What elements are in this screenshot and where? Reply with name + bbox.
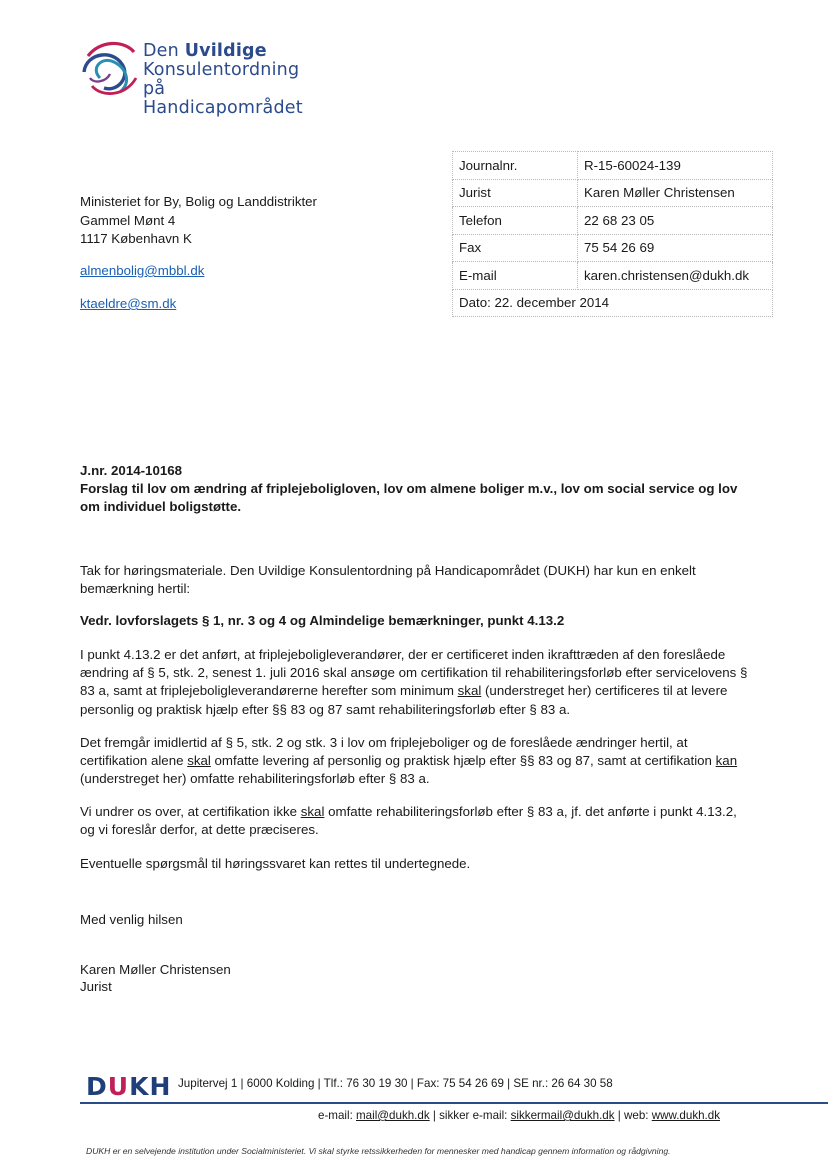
info-row-email — [453, 262, 773, 290]
info-row-phone — [453, 207, 773, 235]
footer-web-link[interactable]: www.dukh.dk — [651, 1109, 721, 1122]
p3-text-c: (understreget her) omfatte rehabiliteringsforløb efter § 83 a. — [80, 771, 430, 787]
logo-wordmark — [143, 42, 320, 118]
logo-line1-bold: Uvildige — [184, 41, 267, 61]
section-heading — [80, 612, 750, 630]
greeting — [80, 911, 750, 929]
p3-underlined-2: kan — [715, 753, 738, 769]
info-key: Telefon — [453, 207, 578, 235]
logo-line3: på Handicapområdet — [143, 79, 303, 118]
info-value: 75 54 26 69 — [578, 234, 773, 262]
footer-web-label: | web: — [614, 1109, 652, 1122]
footer-note: DUKH er en selvejende institution under Socialministeriet. Vi skal styrke retssikkerheden for mennesker med handicap gennem information og rådgivning. — [86, 1146, 671, 1156]
paragraph-2 — [80, 646, 750, 719]
logo-line2: Konsulentordning — [143, 60, 300, 80]
p4-underlined: skal — [300, 804, 325, 819]
footer-address: Jupitervej 1 | 6000 Kolding | Tlf.: 76 30 19 30 | Fax: 75 54 26 69 | SE nr.: 26 64 30 58 — [178, 1077, 613, 1090]
p2-underlined: skal — [457, 683, 482, 699]
p2-text-b: (understreget her) certificeres til at levere personlig og praktisk hjælp efter §§ 83 og 87 samt rehabiliteringsforløb efter § 83 a. — [80, 683, 728, 717]
info-key: Jurist — [453, 179, 578, 207]
footer-email-label: e-mail: — [318, 1109, 357, 1122]
footer-logo-d: D — [86, 1072, 108, 1101]
info-value: Karen Møller Christensen — [578, 179, 773, 207]
recipient-line3: 1117 København K — [80, 231, 192, 247]
info-value: R-15-60024-139 — [578, 152, 773, 180]
footer-divider — [80, 1102, 828, 1104]
info-date: Dato: 22. december 2014 — [453, 289, 773, 317]
footer-secure-email-link[interactable]: sikkermail@dukh.dk — [510, 1109, 615, 1122]
footer-email-link[interactable]: mail@dukh.dk — [356, 1109, 430, 1122]
recipient-email-1[interactable]: almenbolig@mbbl.dk — [80, 263, 205, 278]
letter-subject: Forslag til lov om ændring af friplejeboligloven, lov om almene boliger m.v., lov om social service og lov om individuel boligstøtte. — [80, 481, 738, 515]
recipient-email-2[interactable]: ktaeldre@sm.dk — [80, 296, 177, 311]
info-key: Journalnr. — [453, 152, 578, 180]
p4-text-a: Vi undrer os over, at certifikation ikke — [80, 804, 301, 819]
reference-info-table — [452, 151, 773, 317]
paragraph-intro — [80, 562, 750, 598]
info-key: Fax — [453, 234, 578, 262]
signature-title: Jurist — [80, 979, 112, 994]
recipient-line2: Gammel Mønt 4 — [80, 212, 176, 228]
p3-underlined-1: skal — [187, 753, 211, 769]
info-row-journal — [453, 152, 773, 180]
info-row-jurist — [453, 179, 773, 207]
info-value: 22 68 23 05 — [578, 207, 773, 235]
paragraph-intro-text: Tak for høringsmateriale. Den Uvildige Konsulentordning på Handicapområdet (DUKH) har kun en enkelt bemærkning hertil: — [80, 563, 696, 597]
logo-swirl-icon — [80, 38, 142, 100]
paragraph-3 — [80, 734, 750, 789]
footer-logo-u: U — [107, 1072, 130, 1101]
signature — [80, 961, 750, 995]
info-row-fax — [453, 234, 773, 262]
p2-text-a: I punkt 4.13.2 er det anført, at friplejeboligleverandører, der er certificeret inden ikrafttræden af den foreslåede ændring af § 5, stk. 2, senest 1. juli 2016 skal ansøge om certifikation til rehabiliteringsforløb efter servicelovens § 83 a, samt at friplejeboligleverandørerne herefter som minimum — [80, 647, 748, 699]
p3-text-b: omfatte levering af personlig og praktisk hjælp efter §§ 83 og 87, samt at certifikation — [210, 753, 716, 769]
footer-logo-kh: KH — [129, 1072, 172, 1101]
paragraph-5-text: Eventuelle spørgsmål til høringssvaret kan rettes til undertegnede. — [80, 856, 471, 871]
info-key: E-mail — [453, 262, 578, 290]
footer-logo — [86, 1072, 171, 1101]
recipient-address — [80, 193, 317, 249]
journal-number: J.nr. 2014-10168 — [80, 463, 183, 478]
logo-line1-plain: Den — [143, 41, 185, 61]
footer-contact — [318, 1109, 720, 1122]
dukh-logo — [80, 38, 320, 118]
paragraph-5 — [80, 855, 750, 873]
info-value[interactable]: karen.christensen@dukh.dk — [578, 262, 773, 290]
signature-name: Karen Møller Christensen — [80, 962, 231, 977]
footer-secure-label: | sikker e-mail: — [429, 1109, 511, 1122]
section-heading-text: Vedr. lovforslagets § 1, nr. 3 og 4 og Almindelige bemærkninger, punkt 4.13.2 — [80, 613, 565, 628]
greeting-text: Med venlig hilsen — [80, 912, 183, 927]
letter-subject-block — [80, 462, 750, 517]
p4-text-b: omfatte rehabiliteringsforløb efter § 83 a, jf. det anførte i punkt 4.13.2, og vi foreslår derfor, at dette præciseres. — [80, 804, 737, 838]
p3-text-a: Det fremgår imidlertid af § 5, stk. 2 og stk. 3 i lov om friplejeboliger og de foreslåede ændringer hertil, at certifikation alene — [80, 735, 688, 769]
recipient-line1: Ministeriet for By, Bolig og Landdistrikter — [80, 194, 317, 209]
info-row-date — [453, 289, 773, 317]
paragraph-4 — [80, 803, 750, 839]
